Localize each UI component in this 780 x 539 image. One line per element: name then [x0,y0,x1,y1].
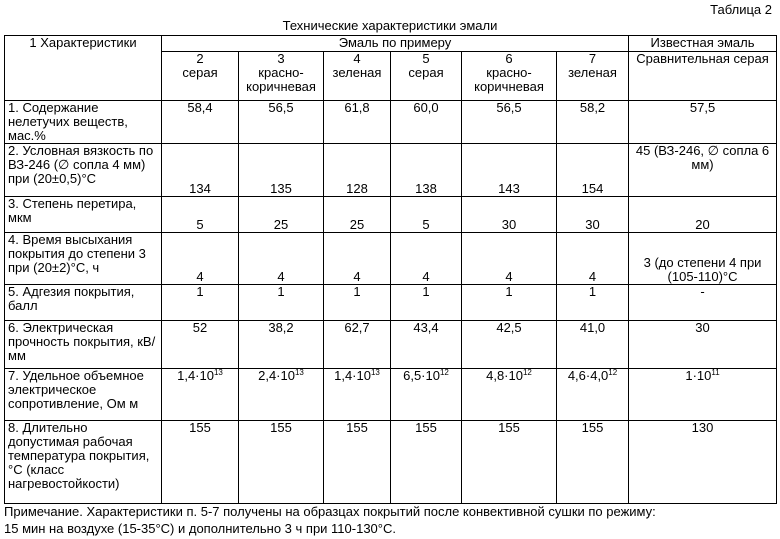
cell-base: 1·10 [685,368,712,383]
col-num: 2 [196,51,204,66]
col-num: 4 [353,51,361,66]
cell-exponent: 13 [370,368,380,377]
cell-exponent: 12 [608,368,618,377]
cell-known: 20 [629,197,777,233]
cell: 56,5 [462,101,557,144]
cell: 128 [324,144,391,197]
cell: 4 [239,233,324,285]
cell: 4 [324,233,391,285]
cell: 58,2 [557,101,629,144]
table-note [4,503,776,537]
header-col-5 [391,52,462,101]
row-label: 4. Время высыхания покрытия до степени 3 при (20±2)°С, ч [5,233,162,285]
col-num: 5 [422,51,430,66]
col-name: серая [408,65,444,80]
cell-exponent: 13 [213,368,223,377]
header-row-groups [5,36,777,52]
cell: 5 [391,197,462,233]
cell: 1 [557,285,629,321]
cell: 1 [239,285,324,321]
cell: 155 [162,421,239,504]
row-label: 3. Степень перетира, мкм [5,197,162,233]
cell-base: 6,5·10 [403,368,440,383]
cell: 42,5 [462,321,557,369]
row-label: 1. Содержание нелетучих веществ, мас.% [5,101,162,144]
cell: 30 [462,197,557,233]
cell: 154 [557,144,629,197]
cell: 62,7 [324,321,391,369]
cell-known: 57,5 [629,101,777,144]
cell: 4 [391,233,462,285]
cell-known: 30 [629,321,777,369]
table-row [5,421,777,504]
cell [391,369,462,421]
cell-base: 4,6·4,0 [567,368,609,383]
cell-exponent: 13 [294,368,304,377]
cell: 1 [462,285,557,321]
cell: 155 [239,421,324,504]
header-group-examples: Эмаль по примеру [162,36,629,52]
cell-known: 130 [629,421,777,504]
cell: 41,0 [557,321,629,369]
cell-base: 2,4·10 [258,368,295,383]
cell-base: 1,4·10 [334,368,371,383]
table-row [5,285,777,321]
cell: 155 [324,421,391,504]
col-name: серая [182,65,218,80]
table-row [5,101,777,144]
table-title: Технические характеристики эмали [282,18,498,33]
header-col-2 [162,52,239,101]
cell: 1 [324,285,391,321]
cell: 25 [324,197,391,233]
row-label: 6. Электрическая прочность покрытия, кВ/мм [5,321,162,369]
table-row [5,321,777,369]
cell [462,369,557,421]
header-col-3 [239,52,324,101]
row-label: 7. Удельное объемное электрическое сопротивление, Ом м [5,369,162,421]
cell [162,369,239,421]
col-num: 3 [277,51,285,66]
col-name: зеленая [568,65,617,80]
cell: 61,8 [324,101,391,144]
col-name: зеленая [332,65,382,80]
cell: 25 [239,197,324,233]
cell [239,369,324,421]
cell: 58,4 [162,101,239,144]
cell-exponent: 12 [522,368,532,377]
header-characteristics: 1 Характеристики [5,36,162,101]
header-col-7 [557,52,629,101]
header-col-comparative: Сравнительная серая [629,52,777,101]
cell: 155 [557,421,629,504]
cell: 4 [162,233,239,285]
cell: 1 [162,285,239,321]
cell: 1 [391,285,462,321]
col-num: 7 [588,51,597,66]
cell [324,369,391,421]
header-col-4 [324,52,391,101]
cell: 52 [162,321,239,369]
cell: 30 [557,197,629,233]
cell-exponent: 11 [711,368,720,377]
table-row [5,197,777,233]
cell-known [629,369,777,421]
cell-base: 1,4·10 [177,368,214,383]
cell-known: 3 (до степени 4 при (105-110)°С [629,233,777,285]
header-group-known: Известная эмаль [629,36,777,52]
table-row [5,369,777,421]
cell: 5 [162,197,239,233]
cell-exponent: 12 [439,368,449,377]
cell: 134 [162,144,239,197]
cell: 138 [391,144,462,197]
cell [557,369,629,421]
cell: 135 [239,144,324,197]
cell-known: - [629,285,777,321]
cell: 143 [462,144,557,197]
note-line: Примечание. Характеристики п. 5-7 получены на образцах покрытий после конвективной сушки по режиму: [4,504,656,519]
table-row [5,233,777,285]
cell: 4 [557,233,629,285]
cell: 4 [462,233,557,285]
col-num: 6 [505,51,513,66]
cell: 155 [462,421,557,504]
row-label: 2. Условная вязкость по ВЗ-246 (∅ сопла 4 мм) при (20±0,5)°С [5,144,162,197]
cell: 38,2 [239,321,324,369]
cell: 43,4 [391,321,462,369]
row-label: 8. Длительно допустимая рабочая температура покрытия, °С (класс нагревостойкости) [5,421,162,504]
header-col-6 [462,52,557,101]
table-row [5,144,777,197]
cell: 60,0 [391,101,462,144]
cell-base: 4,8·10 [486,368,523,383]
row-label: 5. Адгезия покрытия, балл [5,285,162,321]
cell-known: 45 (ВЗ-246, ∅ сопла 6 мм) [629,144,777,197]
characteristics-table [4,35,777,504]
table-number-label: Таблица 2 [710,2,772,17]
col-name: красно-коричневая [474,65,544,94]
note-line: 15 мин на воздухе (15-35°С) и дополнительно 3 ч при 110-130°С. [4,521,396,536]
cell: 155 [391,421,462,504]
cell: 56,5 [239,101,324,144]
col-name: красно-коричневая [246,65,316,94]
